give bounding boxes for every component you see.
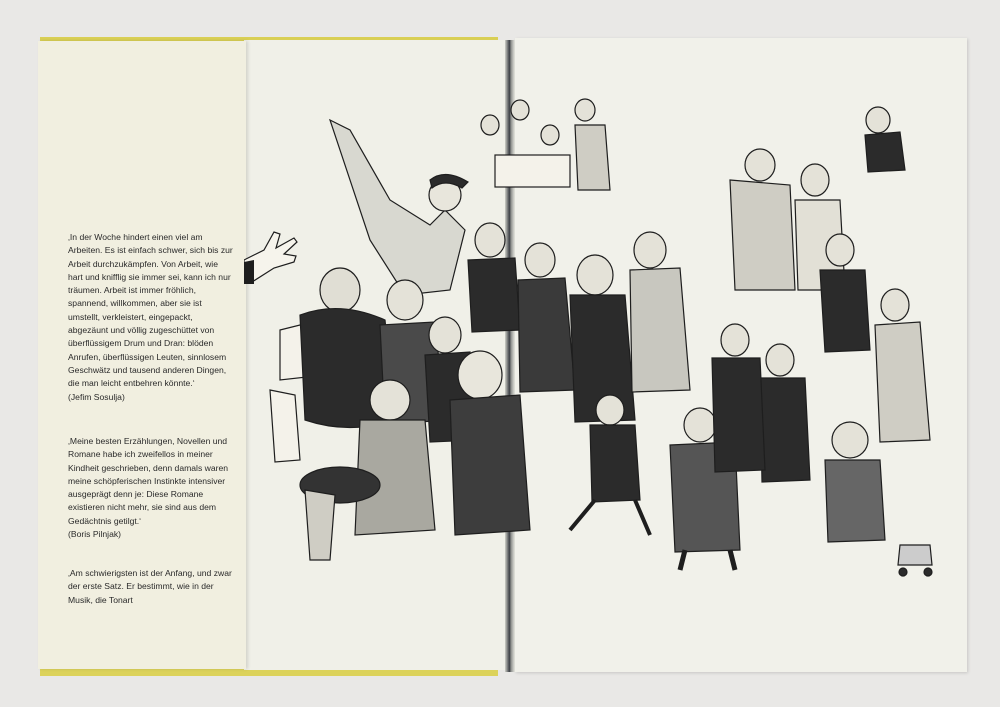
caricature-illustration (240, 90, 960, 600)
quote-author: (Jefim Sosulja) (68, 391, 125, 402)
quote-author: (Boris Pilnjak) (68, 529, 122, 540)
quote-text: ‚Am schwierigsten ist der Anfang, und zwar der erste Satz. Er bestimmt, wie in der Musik, die Tonart (68, 568, 232, 605)
quote-text: ‚In der Woche hindert einen viel am Arbeiten. Es ist einfach schwer, sich bis zur Arbeit durchzukämpfen. Von Arbeit, wie hart und knifflig sie immer sei, kann ich nur träumen. Arbeit ist immer fröhlich, spannend, willkommen, aber sie ist umstellt, verkleistert, eingepackt, abgezäunt und völlig zugeschüttet von überflüssigem Drum und Dran: blöden Anrufen, überflüssigen Leuten, sinnlosem Geschwätz und tausend anderen Dingen, die man leicht entbehren könnte.‘ (68, 232, 233, 389)
quote-third (68, 567, 233, 607)
quote-text: ‚Meine besten Erzählungen, Novellen und Romane habe ich zweifellos in meiner Kindheit geschrieben, denn damals waren meine schöpferischen Instinkte intensiver ausgeprägt denn je: Diese Romane existieren nicht mehr, sie sind aus dem Gedächtnis getilgt.‘ (68, 436, 229, 526)
hand-drawing (244, 220, 304, 290)
quote-sosulja (68, 231, 233, 404)
quote-pilnjak (68, 435, 233, 541)
